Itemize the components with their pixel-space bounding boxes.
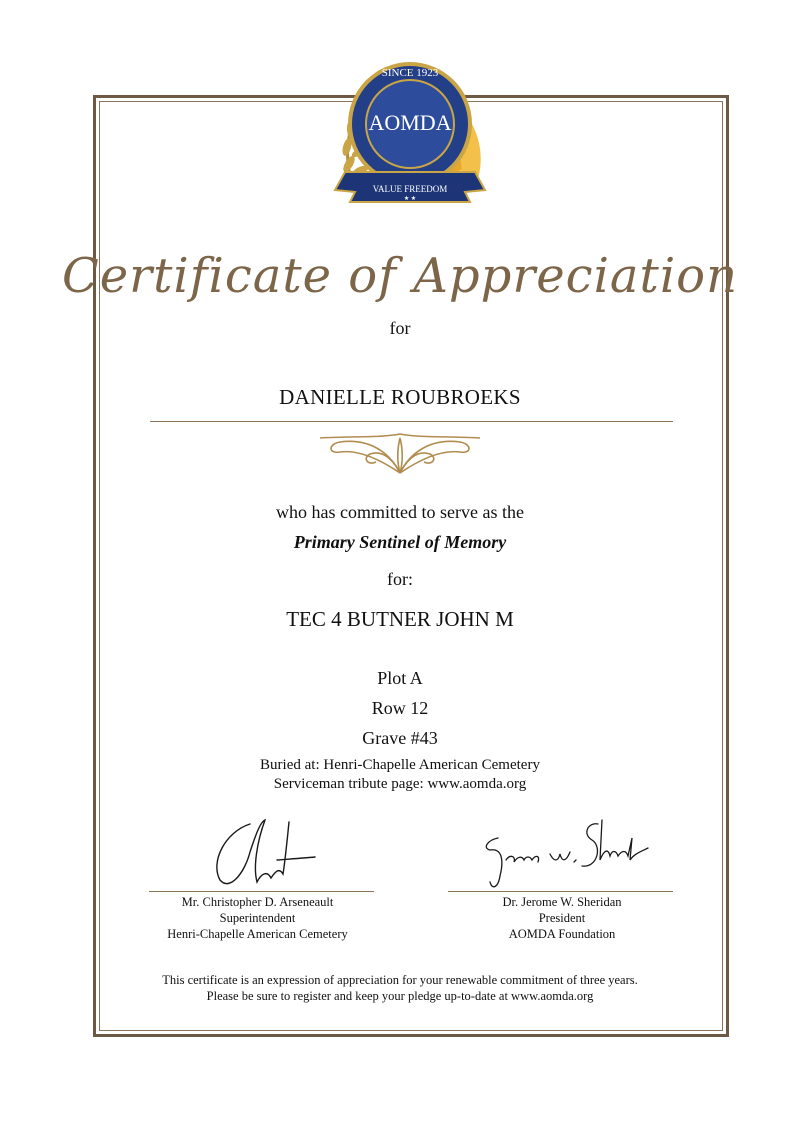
grave-label: Grave #43	[362, 728, 438, 748]
signatory-1-title: Superintendent	[219, 911, 296, 925]
buried-at-text: Buried at: Henri-Chapelle American Cemetery	[260, 757, 540, 773]
ornament-flourish	[320, 428, 480, 478]
signatory-2-name: Dr. Jerome W. Sheridan	[502, 895, 622, 909]
signature-2-line	[448, 891, 673, 892]
footer-line-2: Please be sure to register and keep your pledge up-to-date at www.aomda.org	[206, 989, 594, 1003]
committed-text: who has committed to serve as the	[276, 502, 524, 522]
row-label: Row 12	[371, 698, 429, 718]
svg-text:★ ★: ★ ★	[403, 196, 417, 202]
signatory-1-organization: Henri-Chapelle American Cemetery	[167, 927, 348, 941]
signature-1-image	[205, 812, 320, 892]
tribute-page-text: Serviceman tribute page: www.aomda.org	[273, 776, 527, 792]
logo-since-text: SINCE 1923	[381, 67, 439, 79]
signature-1-line	[149, 891, 374, 892]
signatory-2-block	[448, 894, 676, 942]
logo-name-text: AOMDA	[368, 110, 452, 135]
for-label-2: for:	[387, 569, 413, 589]
certificate-title: Certificate of Appreciation	[62, 248, 738, 304]
logo-motto-text: VALUE FREEDOM	[372, 184, 448, 194]
plot-label: Plot A	[377, 668, 423, 688]
role-title: Primary Sentinel of Memory	[293, 532, 507, 552]
for-label: for	[389, 318, 411, 338]
recipient-underline	[150, 421, 673, 422]
aomda-logo	[325, 52, 495, 217]
footer-line-1: This certificate is an expression of appreciation for your renewable commitment of three years.	[162, 973, 638, 987]
signature-2-image	[470, 810, 655, 895]
signatory-1-name: Mr. Christopher D. Arseneault	[181, 895, 334, 909]
signatory-1-block	[149, 894, 366, 942]
serviceman-name: TEC 4 BUTNER JOHN M	[286, 607, 514, 631]
signatory-2-organization: AOMDA Foundation	[508, 927, 616, 941]
signatory-2-title: President	[538, 911, 586, 925]
recipient-name: DANIELLE ROUBROEKS	[279, 385, 521, 409]
